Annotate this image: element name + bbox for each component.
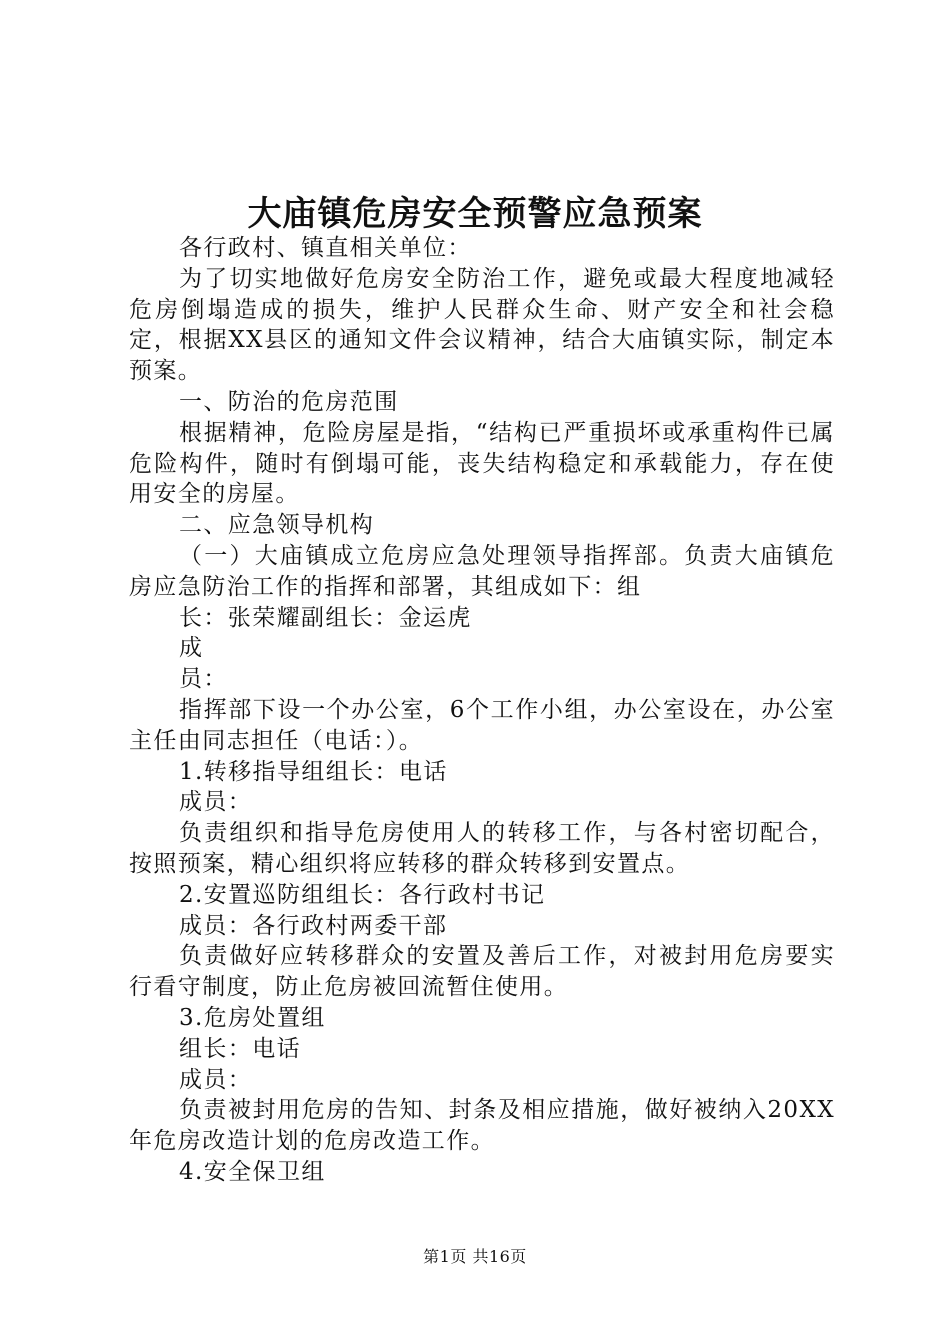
document-title: 大庙镇危房安全预警应急预案 <box>247 194 703 234</box>
group-1-heading: 1.转移指导组组长：电话 <box>179 758 448 785</box>
group-1-members: 成员： <box>179 789 253 816</box>
paragraph-office: 指挥部下设一个办公室，6个工作小组，办公室设在，办公室主任由同志担任（电话：）。 <box>129 696 835 754</box>
group-2-duty: 负责做好应转移群众的安置及善后工作，对被封用危房要实行看守制度，防止危房被回流暂住使用。 <box>129 943 835 1001</box>
line-members-a: 成 <box>179 635 204 662</box>
group-3-heading: 3.危房处置组 <box>179 1004 326 1031</box>
group-3-duty: 负责被封用危房的告知、封条及相应措施，做好被纳入20XX年危房改造计划的危房改造工作。 <box>129 1097 835 1155</box>
document-body <box>129 233 835 1188</box>
paragraph-command: （一）大庙镇成立危房应急处理领导指挥部。负责大庙镇危房应急防治工作的指挥和部署，其组成如下：组 <box>129 542 835 600</box>
section-heading-1: 一、防治的危房范围 <box>179 388 399 415</box>
line-members-b: 员： <box>179 666 228 693</box>
group-2-heading: 2.安置巡防组组长：各行政村书记 <box>179 881 546 908</box>
group-3-leader: 组长：电话 <box>179 1035 301 1062</box>
paragraph-intro: 为了切实地做好危房安全防治工作，避免或最大程度地减轻危房倒塌造成的损失，维护人民群众生命、财产安全和社会稳定，根据XX县区的通知文件会议精神，结合大庙镇实际，制定本预案。 <box>129 265 835 385</box>
salutation: 各行政村、镇直相关单位： <box>179 235 472 261</box>
group-1-duty: 负责组织和指导危房使用人的转移工作，与各村密切配合，按照预案，精心组织将应转移的群众转移到安置点。 <box>129 820 835 877</box>
paragraph-definition: 根据精神，危险房屋是指，“结构已严重损坏或承重构件已属危险构件，随时有倒塌可能，丧失结构稳定和承载能力，存在使用安全的房屋。 <box>129 419 835 508</box>
group-3-members: 成员： <box>179 1066 253 1093</box>
line-leaders: 长：张荣耀副组长：金运虎 <box>179 604 472 631</box>
group-4-heading: 4.安全保卫组 <box>179 1158 326 1185</box>
section-heading-2: 二、应急领导机构 <box>179 512 375 539</box>
page-number: 第1页 共16页 <box>423 1247 527 1266</box>
group-2-members: 成员：各行政村两委干部 <box>179 912 448 939</box>
